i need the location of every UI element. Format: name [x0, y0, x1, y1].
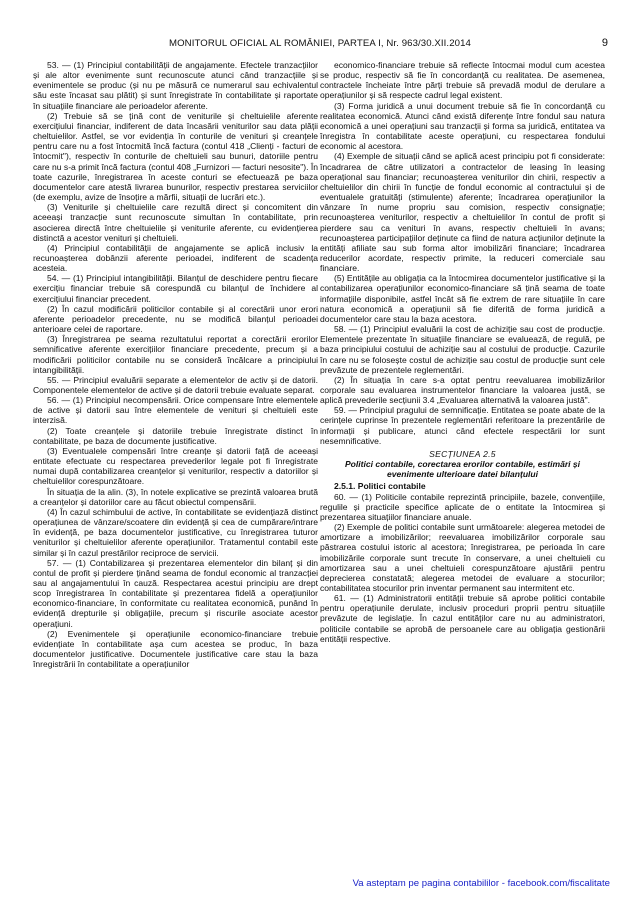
paragraph: (2) În situația în care s-a optat pentru reevaluarea imobilizărilor corporale sau evaluarea instrumentelor financiare la valoarea justă, se aplică prevederile secțiunii 3.4 „Evaluarea alternativă la valoarea justă".	[320, 374, 605, 406]
paragraph: 54. — (1) Principiul intangibilității. Bilanțul de deschidere pentru fiecare exercițiu financiar trebuie să corespundă cu bilanțul de închidere al exercițiului financiar precedent.	[33, 273, 318, 304]
paragraph: (2) Evenimentele și operațiunile economico-financiare trebuie evidențiate în contabilitate așa cum acestea se produc, în baza documentelor justificative. Documentele justificative care stau la baza înregistrării în contabilitate a operațiunilor	[33, 628, 318, 670]
paragraph: 59. — Principiul pragului de semnificație. Entitatea se poate abate de la cerințele cuprinse în prezentele reglementări referitoare la prezentările de informații și publicare, atunci când efectele respectării lor sunt nesemnificative.	[320, 405, 605, 446]
left-column	[33, 60, 318, 669]
footer-promo-link[interactable]: Va asteptam pe pagina contabililor - facebook.com/fiscalitate	[352, 878, 610, 889]
paragraph: 57. — (1) Contabilizarea și prezentarea elementelor din bilanț și din contul de profit și pierdere ținând seama de fondul economic al tranzacției sau al angajamentului în cauză. Respectarea acestui principiu are drept scop înregistrarea în contabilitate și prezentarea fidelă a operațiunilor economico-financiare, în conformitate cu realitatea economică, punând în evidență drepturile și obligațiile, precum și riscurile asociate acestor operațiuni.	[33, 557, 318, 629]
page-header	[30, 38, 610, 54]
paragraph: (2) Trebuie să se țină cont de veniturile și cheltuielile aferente exercițiului financiar, indiferent de data încasării veniturilor sau data plății cheltuielilor. Astfel, se vor evidenția în conturile de venituri și creanțele pentru care nu a fost întocmită încă factura (contul 418 „Clienți - facturi de întocmit"), respectiv în conturile de cheltuieli sau bunuri, datoriile pentru care nu s-a primit încă factura (contul 408 „Furnizori — facturi nesosite"). În toate cazurile, înregistrarea în aceste conturi se efectuează pe baza documentelor care atestă livrarea bunurilor, respectiv prestarea serviciilor (de exemplu, avize de însoțire a mărfii, situații de lucrări etc.).	[33, 110, 318, 203]
paragraph: 53. — (1) Principiul contabilității de angajamente. Efectele tranzacțiilor și ale altor evenimente sunt recunoscute atunci când tranzacțiile și evenimentele se produc (și nu pe măsură ce numerarul sau echivalentul său este încasat sau plătit) și sunt înregistrate în contabilitate și raportate în situațiile financiare ale perioadelor aferente.	[33, 60, 318, 111]
paragraph: (4) În cazul schimbului de active, în contabilitate se evidențiază distinct operațiunea de vânzare/scoatere din evidență și cea de cumpărare/intrare în evidență, pe baza documentelor justificative, cu înregistrarea tuturor veniturilor și cheltuielilor aferente operațiunilor. Tratamentul contabil este similar și în cazul prestărilor reciproce de servicii.	[33, 506, 318, 558]
paragraph: (3) Înregistrarea pe seama rezultatului reportat a corectării erorilor semnificative aferente exercițiilor financiare precedente, precum și a modificării politicilor contabile nu se consideră încălcare a principiului intangibilității.	[33, 334, 318, 375]
paragraph: 61. — (1) Administratorii entității trebuie să aprobe politici contabile pentru operațiunile derulate, inclusiv proceduri proprii pentru situațiile prevăzute de legislație. În cazul entităților care nu au administratori, politicile contabile se aprobă de persoanele care au obligația gestionării entității respective.	[320, 593, 605, 644]
paragraph: (3) Eventualele compensări între creanțe și datorii față de aceeași entitate efectuate cu respectarea prevederilor legale pot fi înregistrate numai după contabilizarea creanțelor și veniturilor, respectiv a datoriilor și cheltuielilor corespunzătoare.	[33, 445, 318, 487]
section-label: SECȚIUNEA 2.5	[429, 448, 496, 459]
paragraph: (4) Exemple de situații când se aplică acest principiu pot fi considerate: încadrarea de către utilizatori a contractelor de leasing în leasing operațional sau financiar; recunoașterea veniturilor din chirii, respectiv a cheltuielilor din chirii în funcție de fondul economic al contractului și de eventualele gratuități (stimulente) aferente; încadrarea operațiunilor la vânzare în nume propriu sau comision, respectiv consignație; recunoașterea veniturilor, respectiv a cheltuielilor în contul de profit și pierdere sau ca venituri în avans, respectiv cheltuieli în avans; recunoașterea participațiilor deținute ca fiind de natura acțiunilor deținute la entități afiliate sau sub forma altor imobilizări financiare; încadrarea reducerilor acordate, respectiv primite, la reduceri comerciale sau financiare.	[320, 151, 605, 274]
right-column	[320, 60, 605, 644]
paragraph: 60. — (1) Politicile contabile reprezintă principiile, bazele, convențiile, regulile și practicile specifice aplicate de o entitate la întocmirea și prezentarea situațiilor financiare anuale.	[320, 491, 605, 522]
paragraph: 55. — Principiul evaluării separate a elementelor de activ și de datorii. Componentele elementelor de active și de datorii trebuie evaluate separat.	[33, 374, 318, 395]
subsection-heading: 2.5.1. Politici contabile	[334, 481, 426, 492]
paragraph: (3) Forma juridică a unui document trebuie să fie în concordanță cu realitatea economică. Atunci când există diferențe între fondul sau natura economică a unei operațiuni sau tranzacții și forma sa juridică, entitatea va înregistra în contabilitate aceste operațiuni, cu respectarea fondului economic al acestora.	[320, 100, 605, 152]
paragraph: 56. — (1) Principiul necompensării. Orice compensare între elementele de active și datorii sau între elementele de venituri și cheltuieli este interzisă.	[33, 395, 318, 426]
paragraph: (5) Entitățile au obligația ca la întocmirea documentelor justificative și la contabilizarea operațiunilor economico-financiare să țină seama de toate informațiile disponibile, astfel încât să fie extrem de rare situațiile în care natura economică a operațiunii să fie diferită de forma juridică a documentelor care stau la baza acestora.	[320, 273, 605, 324]
paragraph: 58. — (1) Principiul evaluării la cost de achiziție sau cost de producție. Elementele prezentate în situațiile financiare se evaluează, de regulă, pe baza principiului costului de achiziție sau al costului de producție. Cazurile în care nu se folosește costul de achiziție sau costul de producție sunt cele prevăzute de prezentele reglementări.	[320, 324, 605, 375]
paragraph: În situația de la alin. (3), în notele explicative se prezintă valoarea brută a creanțelor și datoriilor care au făcut obiectul compensării.	[33, 486, 318, 507]
paragraph: (2) În cazul modificării politicilor contabile și al corectării unor erori aferente perioadelor precedente, nu se modifică bilanțul perioadei anterioare celei de raportare.	[33, 303, 318, 335]
journal-header-title: MONITORUL OFICIAL AL ROMÂNIEI, PARTEA I, Nr. 963/30.XII.2014	[169, 38, 471, 49]
paragraph: (4) Principiul contabilității de angajamente se aplică inclusiv la recunoașterea dobânzii aferente perioadei, indiferent de scadența acesteia.	[33, 242, 318, 274]
paragraph: (3) Veniturile și cheltuielile care rezultă direct și concomitent din aceeași tranzacție sunt recunoscute simultan în contabilitate, prin asocierea directă între cheltuielile și veniturile aferente, cu evidențierea distinctă a acestor venituri și cheltuieli.	[33, 202, 318, 243]
paragraph: (2) Toate creanțele și datoriile trebuie înregistrate distinct în contabilitate, pe baza de documente justificative.	[33, 425, 318, 446]
page-number: 9	[601, 37, 608, 49]
paragraph: economico-financiare trebuie să reflecte întocmai modul cum acestea se produc, respectiv să fie în concordanță cu realitatea. De asemenea, contractele încheiate între părți trebuie să prevadă modul de derulare a operațiunilor și să respecte cadrul legal existent.	[320, 60, 605, 101]
paragraph: (2) Exemple de politici contabile sunt următoarele: alegerea metodei de amortizare a imobilizărilor; reevaluarea imobilizărilor corporale sau păstrarea costului istoric al acestora; înregistrarea, pe perioada în care imobilizările corporale sunt trecute în conservare, a unei cheltuieli cu amortizarea sau a unei cheltuieli corespunzătoare ajustării pentru deprecierea constatată; alegerea metodei de evaluare a stocurilor; contabilitatea stocurilor prin inventar permanent sau intermitent etc.	[320, 522, 605, 593]
section-title: Politici contabile, corectarea erorilor contabile, estimări și evenimente ulterioare datei bilanțului	[344, 459, 581, 480]
